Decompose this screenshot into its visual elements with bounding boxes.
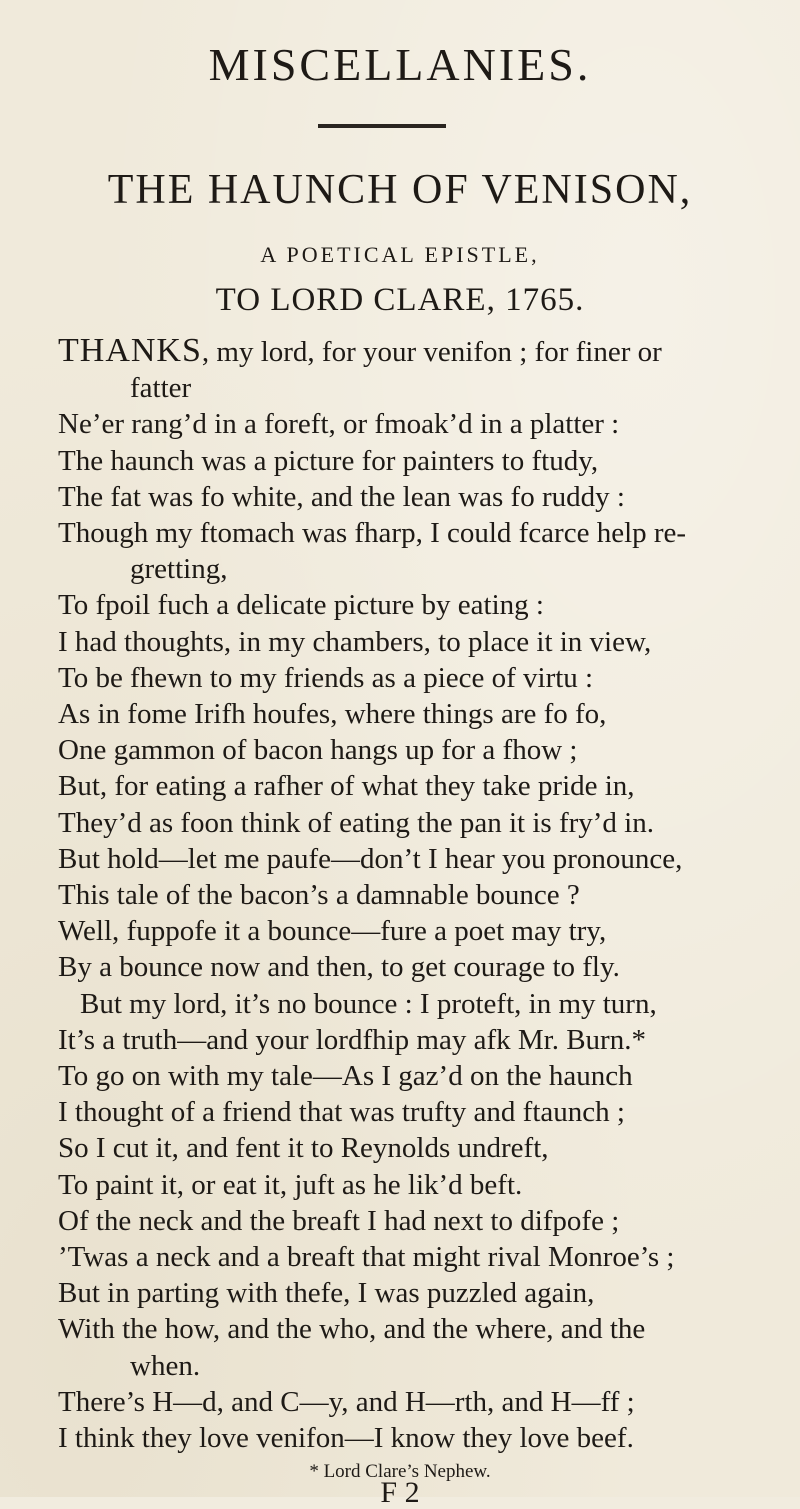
poem-line: To fpoil fuch a delicate picture by eating : [58, 589, 544, 622]
poem-title: THE HAUNCH OF VENISON, [107, 167, 693, 213]
poem-dedication: TO LORD CLARE, 1765. [215, 282, 585, 318]
poem-line: They’d as foon think of eating the pan it is fry’d in. [58, 806, 654, 839]
poem-line: fatter [130, 372, 192, 405]
poem-line: The fat was fo white, and the lean was fo ruddy : [58, 480, 625, 513]
poem-line: I think they love venifon—I know they love beef. [58, 1422, 634, 1455]
poem-line: There’s H—d, and C—y, and H—rth, and H—ff ; [58, 1385, 635, 1418]
poem-body [58, 333, 793, 1456]
poem-line: Of the neck and the breaft I had next to difpofe ; [58, 1204, 620, 1237]
poem-line: THANKS, my lord, for your venifon ; for finer or [58, 332, 662, 369]
poem-line: gretting, [130, 553, 228, 586]
poem-line: As in fome Irifh houfes, where things are fo fo, [58, 698, 607, 731]
poem-line: So I cut it, and fent it to Reynolds undreft, [58, 1132, 549, 1165]
poem-line: To be fhewn to my friends as a piece of virtu : [58, 661, 594, 694]
poem-line: I had thoughts, in my chambers, to place it in view, [58, 625, 652, 658]
poem-line: Ne’er rang’d in a foreft, or fmoak’d in a platter : [58, 408, 620, 441]
running-head: MISCELLANIES. [208, 39, 592, 90]
poem-line: Well, fuppofe it a bounce—fure a poet may try, [58, 915, 607, 948]
poem-line: To go on with my tale—As I gaz’d on the haunch [58, 1060, 633, 1093]
poem-subtitle: A POETICAL EPISTLE, [260, 242, 540, 267]
poem-line: I thought of a friend that was trufty and ftaunch ; [58, 1096, 625, 1129]
title-rule [318, 124, 446, 128]
poem-line: But in parting with thefe, I was puzzled again, [58, 1277, 595, 1310]
poem-line: The haunch was a picture for painters to ftudy, [58, 444, 599, 477]
footnote: * Lord Clare’s Nephew. [309, 1461, 491, 1482]
poem-line: But my lord, it’s no bounce : I proteft, in my turn, [80, 987, 657, 1020]
poem-line: Though my ftomach was fharp, I could fcarce help re- [58, 517, 687, 550]
poem-line: when. [130, 1349, 201, 1382]
poem-line: With the how, and the who, and the where, and the [58, 1313, 646, 1346]
poem-line: One gammon of bacon hangs up for a fhow ; [58, 734, 578, 767]
poem-line: But, for eating a rafher of what they take pride in, [58, 770, 635, 803]
poem-line: ’Twas a neck and a breaft that might rival Monroe’s ; [58, 1241, 675, 1274]
drop-cap-word: THANKS [58, 332, 202, 369]
poem-line: But hold—let me paufe—don’t I hear you pronounce, [58, 842, 683, 875]
poem-line: This tale of the bacon’s a damnable bounce ? [58, 879, 580, 912]
signature-mark: F 2 [380, 1476, 420, 1509]
poem-line: By a bounce now and then, to get courage to fly. [58, 951, 620, 984]
poem-line: It’s a truth—and your lordfhip may afk Mr. Burn.* [58, 1023, 646, 1056]
poem-line: To paint it, or eat it, juft as he lik’d beft. [58, 1168, 523, 1201]
